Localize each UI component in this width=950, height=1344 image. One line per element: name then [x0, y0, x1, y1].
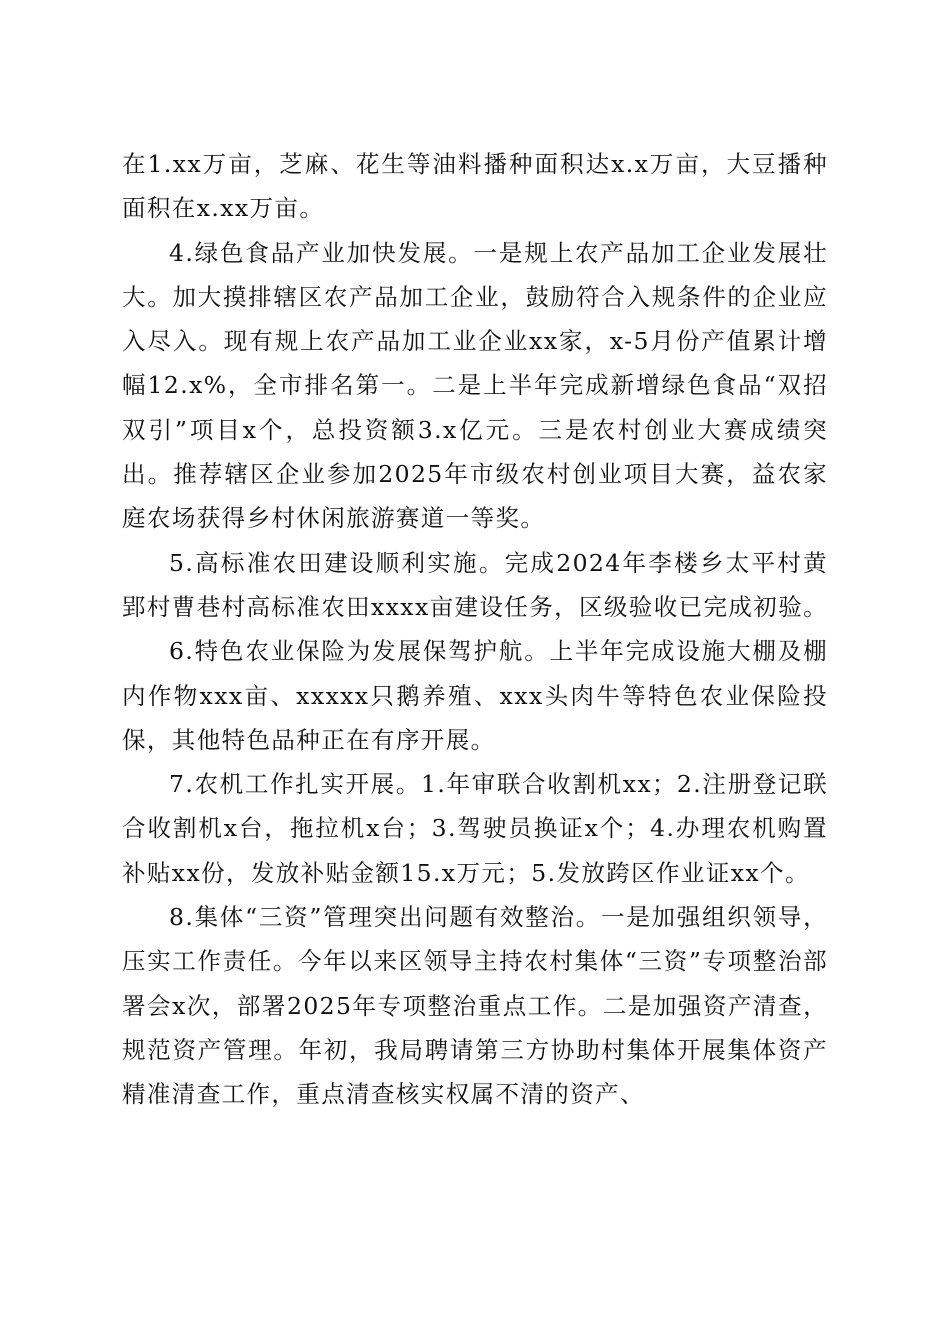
- paragraph-green-food-industry: 4.绿色食品产业加快发展。一是规上农产品加工企业发展壮大。加大摸排辖区农产品加工企业，鼓励符合入规条件的企业应入尽入。现有规上农产品加工业企业xx家，x-5月份产值累计增幅12.x%，全市排名第一。二是上半年完成新增绿色食品“双招双引”项目x个，总投资额3.x亿元。三是农村创业大赛成绩突出。推荐辖区企业参加2025年市级农村创业项目大赛，益农家庭农场获得乡村休闲旅游赛道一等奖。: [122, 238, 828, 533]
- paragraph-high-standard-farmland: 5.高标准农田建设顺利实施。完成2024年李楼乡太平村黄郢村曹巷村高标准农田xxxx亩建设任务，区级验收已完成初验。: [122, 548, 829, 621]
- paragraph-agricultural-machinery: 7.农机工作扎实开展。1.年审联合收割机xx；2.注册登记联合收割机x台，拖拉机x台；3.驾驶员换证x个；4.办理农机购置补贴xx份，发放补贴金额15.x万元；5.发放跨区作业证xx个。: [122, 770, 828, 887]
- paragraph-collective-assets: 8.集体“三资”管理突出问题有效整治。一是加强组织领导，压实工作责任。今年以来区领导主持农村集体“三资”专项整治部署会x次，部署2025年专项整治重点工作。二是加强资产清查，规范资产管理。年初，我局聘请第三方协助村集体开展集体资产精准清查工作，重点清查核实权属不清的资产、: [122, 903, 828, 1109]
- document-page: [122, 142, 828, 1117]
- paragraph-oil-crops: 在1.xx万亩，芝麻、花生等油料播种面积达x.x万亩，大豆播种面积在x.xx万亩。: [122, 150, 828, 223]
- paragraph-agricultural-insurance: 6.特色农业保险为发展保驾护航。上半年完成设施大棚及棚内作物xxx亩、xxxxx只鹅养殖、xxx头肉牛等特色农业保险投保，其他特色品种正在有序开展。: [122, 637, 828, 754]
